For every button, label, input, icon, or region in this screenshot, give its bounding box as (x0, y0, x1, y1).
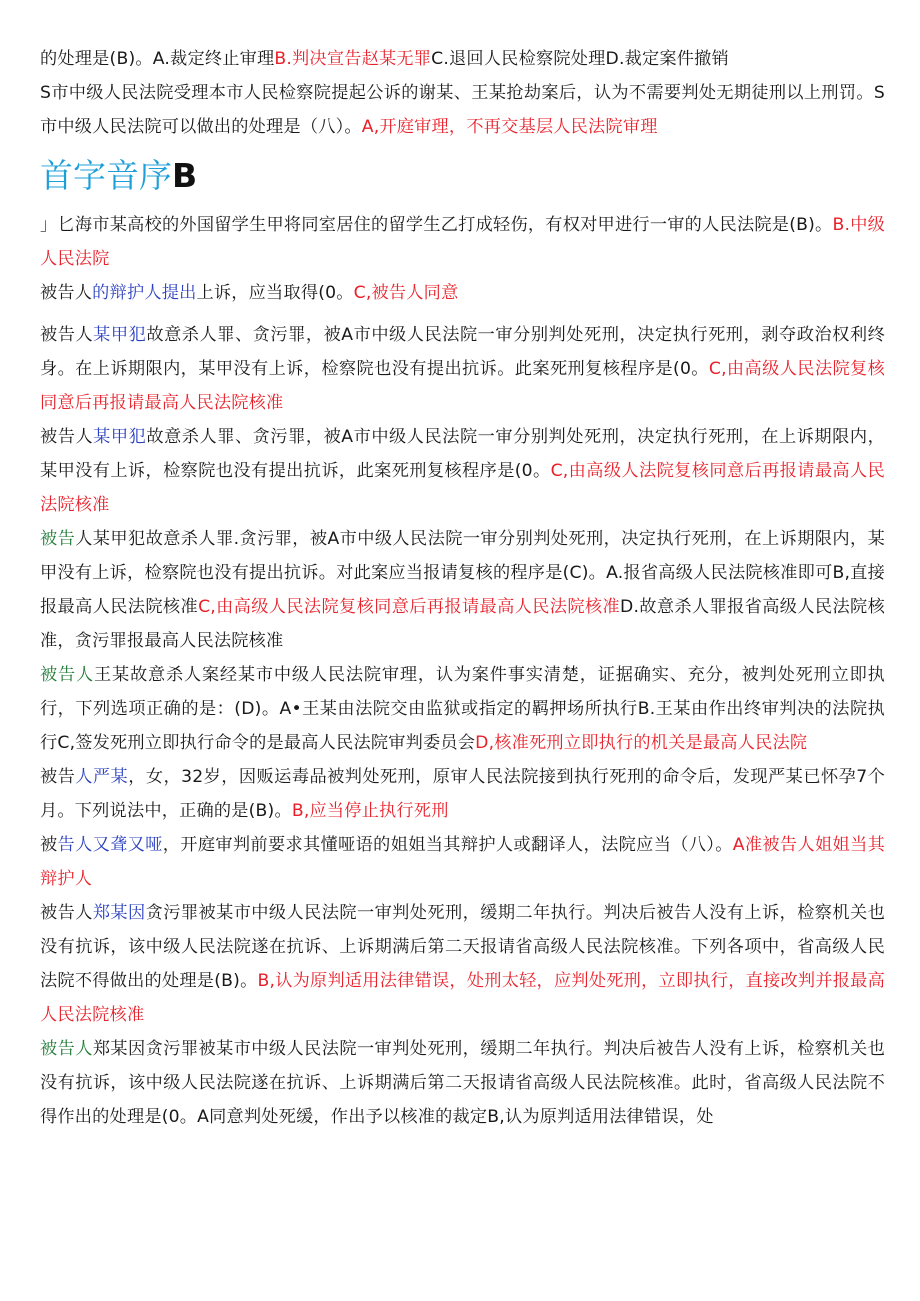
answer-text: C,由高级人民法院复核同意后再报请最高人民法院核准 (198, 597, 621, 617)
answer-text: A准被告人姐姐当其辩护人 (40, 835, 885, 889)
answer-text: B.中级人民法院 (40, 215, 886, 269)
answer-text: C,由高级人民法院复核同意后再报请最高人民法院核准 (40, 359, 885, 413)
answer-text: B,应当停止执行死刑 (291, 801, 449, 821)
highlighted-text: 被告 (40, 529, 76, 549)
highlighted-text: 的辩护人提出 (92, 283, 197, 303)
intro-block (40, 42, 885, 144)
highlighted-text: 人严某 (75, 767, 129, 787)
highlighted-text: 郑某因 (92, 903, 146, 923)
question-text: 上诉，应当取得(0。 (196, 283, 354, 303)
question-item (40, 318, 885, 420)
question-text: 被告人 (40, 427, 94, 447)
highlighted-text: 某甲犯 (93, 325, 147, 345)
question-text: S市中级人民法院受理本市人民检察院提起公诉的谢某、王某抢劫案后，认为不需要判处无期徒刑以上刑罚。S市中级人民法院可以做出的处理是（八）。 (40, 83, 885, 137)
question-text: 被告人 (40, 903, 93, 923)
question-text: ，女，32岁，因贩运毒品被判处死刑，原审人民法院接到执行死刑的命令后，发现严某已怀孕7个月。下列说法中，正确的是(B)。 (40, 767, 885, 821)
question-text: ，开庭审判前要求其懂哑语的姐姐当其辩护人或翻译人，法院应当（八）。 (162, 835, 733, 855)
intro-paragraph (40, 76, 885, 144)
heading-letter: B (172, 156, 198, 195)
answer-text: C,由高级人法院复核同意后再报请最高人民法院核准 (40, 461, 885, 515)
question-item (40, 276, 885, 310)
question-item (40, 1032, 885, 1134)
question-item (40, 420, 885, 522)
question-text: 被 (40, 835, 58, 855)
heading-title: 首字音序 (40, 156, 172, 195)
answer-text: B.判决宣告赵某无罪 (274, 49, 432, 69)
question-item (40, 896, 885, 1032)
answer-text: C,被告人同意 (353, 283, 459, 303)
question-item (40, 658, 885, 760)
question-item (40, 522, 885, 658)
question-list (40, 208, 885, 1134)
answer-text: B,认为原判适用法律错误，处刑太轻，应判处死刑，立即执行，直接改判并报最高人民法院核准 (40, 971, 885, 1025)
highlighted-text: 被告人 (40, 665, 94, 685)
question-text: 王某故意杀人案经某市中级人民法院审理，认为案件事实清楚，证据确实、充分，被判处死刑立即执行，下列选项正确的是：(D)。A•王某由法院交由监狱或指定的羁押场所执行B.王某由作出终审判决的法院执行C,签发死刑立即执行命令的是最高人民法院审判委员会 (40, 665, 885, 753)
question-text: D.故意杀人罪报省高级人民法院核准，贪污罪报最高人民法院核准 (40, 597, 885, 651)
section-heading (40, 154, 885, 198)
question-item (40, 208, 885, 276)
intro-paragraph (40, 42, 885, 76)
question-text: 故意杀人罪、贪污罪，被A市中级人民法院一审分别判处死刑，决定执行死刑，剥夺政治权利终身。在上诉期限内，某甲没有上诉，检察院也没有提出抗诉。此案死刑复核程序是(0。 (40, 325, 885, 379)
question-text: C.退回人民检察院处理D.裁定案件撤销 (431, 49, 729, 69)
highlighted-text: 被告人 (40, 1039, 93, 1059)
question-text: 被告人 (40, 325, 94, 345)
question-item (40, 760, 885, 828)
highlighted-text: 告人又聋又哑 (57, 835, 163, 855)
question-text: 被告人 (40, 283, 93, 303)
question-text: 」匕海市某高校的外国留学生甲将同室居住的留学生乙打成轻伤，有权对甲进行一审的人民法院是(B)。 (40, 215, 833, 235)
document-page (40, 42, 885, 1134)
question-text: 郑某因贪污罪被某市中级人民法院一审判处死刑，缓期二年执行。判决后被告人没有上诉，检察机关也没有抗诉，该中级人民法院遂在抗诉、上诉期满后第二天报请省高级人民法院核准。此时，省高级人民法院不得作出的处理是(0。A同意判处死缓，作出予以核准的裁定B,认为原判适用法律错误，处 (40, 1039, 885, 1127)
highlighted-text: 某甲犯 (93, 427, 147, 447)
question-text: 人某甲犯故意杀人罪.贪污罪，被A市中级人民法院一审分别判处死刑，决定执行死刑，在上诉期限内，某甲没有上诉，检察院也没有提出抗诉。对此案应当报请复核的程序是(C)。A.报省高级人民法院核准即可B,直接报最高人民法院核准 (40, 529, 885, 617)
question-item (40, 828, 885, 896)
question-text: 被告 (40, 767, 76, 787)
answer-text: A,开庭审理，不再交基层人民法院审理 (361, 117, 658, 137)
question-text: 故意杀人罪、贪污罪，被A市中级人民法院一审分别判处死刑，决定执行死刑，在上诉期限内，某甲没有上诉，检察院也没有提出抗诉，此案死刑复核程序是(0。 (40, 427, 885, 481)
answer-text: D,核准死刑立即执行的机关是最高人民法院 (475, 733, 808, 753)
question-text: 的处理是(B)。A.裁定终止审理 (40, 49, 275, 69)
question-text: 贪污罪被某市中级人民法院一审判处死刑，缓期二年执行。判决后被告人没有上诉，检察机关也没有抗诉，该中级人民法院遂在抗诉、上诉期满后第二天报请省高级人民法院核准。下列各项中，省高级人民法院不得做出的处理是(B)。 (40, 903, 885, 991)
